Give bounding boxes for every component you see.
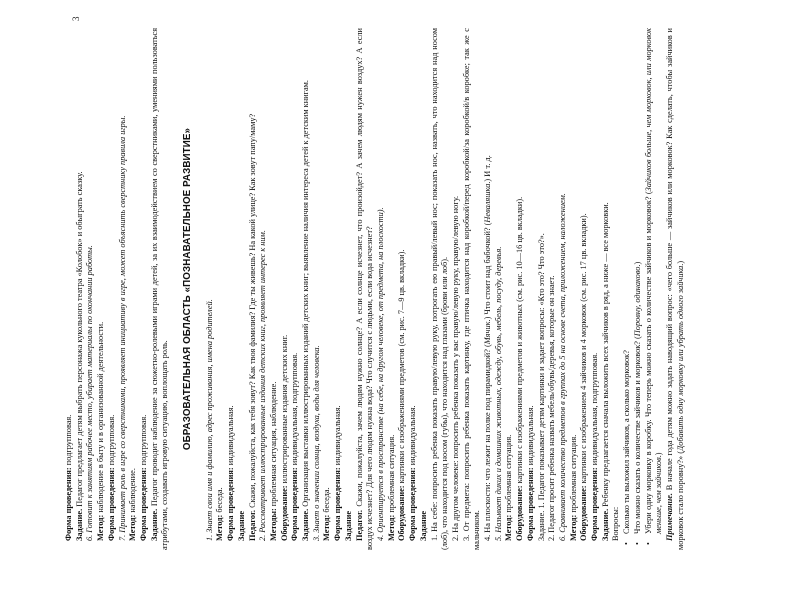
section-heading: ОБРАЗОВАТЕЛЬНАЯ ОБЛАСТЬ «ПОЗНАВАТЕЛЬНОЕ РАЗВИТИЕ» bbox=[182, 127, 194, 451]
list-item: • Что можно сказать о количестве зайчиков и морковок? (Поровну, одинаково.) bbox=[633, 28, 644, 534]
note-paragraph: Примечание. В начале года детям можно задать наводящий вопрос: «чего больше — зайчиков или морковок? Как сделать, чтобы зайчиков и морковок стало поровну?» (Добавить одну морковку или убрать одного зайчика.) bbox=[664, 27, 685, 550]
list-item: • Убери одну морковку в коробку. Что теперь можно сказать о количестве зайчиков и морковок? (Зайчиков больше, чем морковок, или морковок меньше, чем зайчиков.) bbox=[644, 28, 665, 534]
page-number: 3 bbox=[71, 16, 81, 21]
page-content: Форма проведения: подгрупповая. Задание. Педагог предлагает детям выбрать персонажа кукольного театра «Колобок» и обыграть сказку. 6. Готовит к занятиям рабочее место, убирает материалы по окончании работы. Метод: наблюдение в быту и в организованной деятельности. Форма проведения: подгрупповая. 7. Принимает роль в игре со сверстниками, проявляет инициативу в игре, может объяснить сверстнику правила игры. Метод: наблюдение. Форма проведения: подгрупповая. Задание. Педагог проводит наблюдение за сюжетно-ролевыми играми детей, за их взаимодействием со сверстниками, умениями пользоваться атрибутами, создавать игровую ситуацию, воплощать роль. ОБРАЗОВАТЕЛЬНАЯ ОБЛАСТЬ «ПОЗНАВАТЕЛЬНОЕ РАЗВИТИЕ» 1. Знает свои имя и фамилию, адрес проживания, имена родителей. Метод: беседа. Форма проведения: индивидуальная. Задание Педагог. Скажи, пожалуйста, как тебя зовут? Как твоя фамилия? Где ты живешь? На какой улице? Как зовут папу/маму? 2. Рассматривает иллюстрированные издания детских книг, проявляет интерес к ним. Методы: проблемная ситуация, наблюдение. Оборудование: иллюстрированные издания детских книг. Форма проведения: индивидуальная, подгрупповая. Задание. Организация выставки иллюстрированных изданий детских книг; выявление наличия интереса детей к детским книгам. 3. Знает о значении солнца, воздуха, воды для человека. Метод: беседа. Форма проведения: индивидуальная. Задание Педагог. Скажи, пожалуйста, зачем людям нужно солнце? А если солнце исчезнет, что произойдет? А зачем людям нужен воздух? А если воздух исчезнет? Для чего людям нужна вода? Что случится с людьми, если вода исчезнет? 4. Ориентируется в пространстве (на себе, на другом человеке, от предмета, на плоскости). Метод: проблемная ситуация. Оборудование: картинки с изображениями предметов (см. рис. 7—9 цв. вкладки). Форма проведения: индивидуальная. Задание 1. На себе: попросить ребенка показать правую/левую руку, потрогать ею правый/левый нос; показать нос, назвать, что находится над носом (лоб), что находится под носом (губы), что находится над глазами (брови или лоб). 2. На другом человеке: попросить ребенка показать у вас правую/левую руку, правую/левую ногу. 3. От предмета: попросить ребенка показать картинку, где птичка находится над коробкой/перед коробкой/за коробкой/в коробке; так же с мальчиком. 4. На плоскости: что лежит на полке под пирамидкой? (Мячик.) Что стоит над бабочкой? (Неваляшка.) И т. д. 5. Называет диких и домашних животных, одежду, обувь, мебель, посуду, деревья. Метод: проблемная ситуация. Оборудование: картинки с изображениями предметов и животных (см. рис. 10—16 цв. вкладки). Форма проведения: индивидуальная. Задание. 1. Педагог показывает детям картинки и задает вопросы: «Кто это? Что это?». 2. Педагог просит ребенка назвать мебель/обувь/деревья, которые он знает. 6. Сравнивает количество предметов в группах до 5 на основе счета, приложением, наложением. Метод: проблемная ситуация. Оборудование: картинки с изображением 4 зайчиков и 4 морковок (см. рис. 17 цв. вкладки). Форма проведения: индивидуальная, подгрупповая. Задание. Ребенку предлагается сначала выложить всех зайчиков в ряд, а ниже — все морковки. Вопросы: • Сколько ты выложил зайчиков, а сколько морковок? • Что можно сказать о количестве зайчиков и морковок? (Поровну, одинаково.) • Убери одну морковку в коробку. Что теперь можно сказать о количестве зайчиков и морковок? (Зайчиков больше, чем морковок, или морковок меньше, чем зайчиков.) Примечание. В начале года детям можно задать наводящий вопрос: «чего больше — зайчиков или морковок? Как сделать, чтобы зайчиков и морковок стало поровну?» (Добавить одну морковку или убрать одного зайчика.) bbox=[64, 28, 686, 550]
questions-list bbox=[622, 28, 665, 550]
list-item: • Сколько ты выложил зайчиков, а сколько морковок? bbox=[622, 28, 633, 534]
